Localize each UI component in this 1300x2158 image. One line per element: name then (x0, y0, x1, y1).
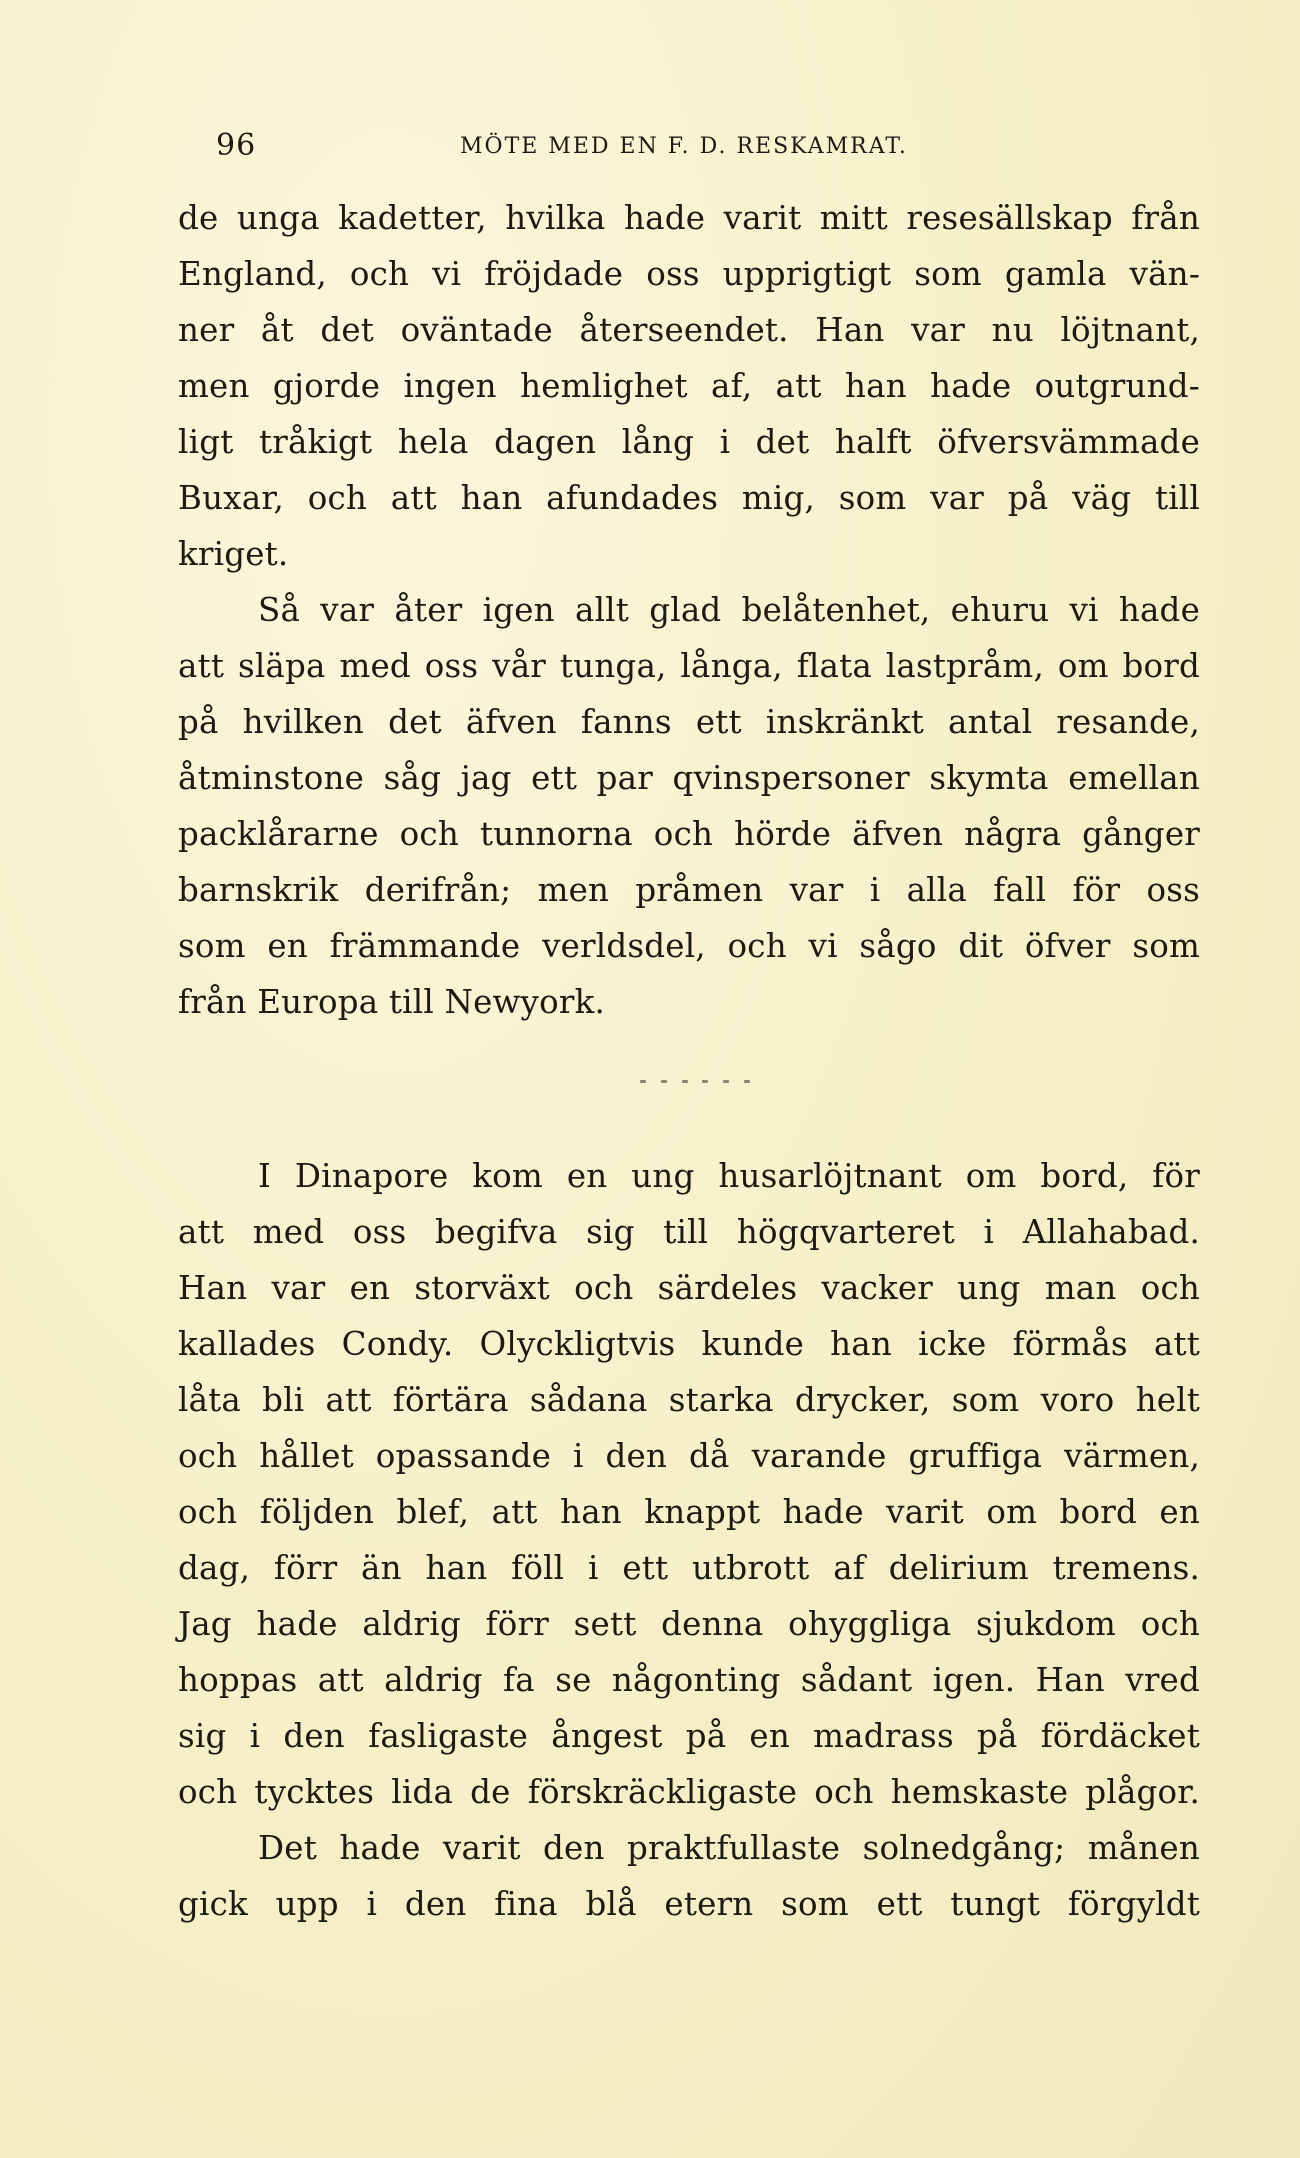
text-line: I Dinapore kom en ung husarlöjtnant om bord, för (258, 1157, 1200, 1195)
text-line: men gjorde ingen hemlighet af, att han hade outgrund- (178, 367, 1200, 405)
text-line: hoppas att aldrig fa se någonting sådant igen. Han vred (178, 1661, 1200, 1699)
text-line: ligt tråkigt hela dagen lång i det halft öfversvämmade (178, 423, 1200, 461)
text-line: gick upp i den fina blå etern som ett tungt förgyldt (178, 1885, 1200, 1923)
text-line: packlårarne och tunnorna och hörde äfven några gånger (178, 815, 1200, 853)
text-line: och följden blef, att han knappt hade varit om bord en (178, 1493, 1200, 1531)
page-number: 96 (216, 128, 257, 163)
text-line: England, och vi fröjdade oss upprigtigt som gamla vän- (178, 255, 1200, 293)
text-line: Så var åter igen allt glad belåtenhet, ehuru vi hade (258, 591, 1200, 629)
text-line: låta bli att förtära sådana starka drycker, som voro helt (178, 1381, 1200, 1419)
section-separator (640, 1080, 750, 1086)
text-line: Buxar, och att han afundades mig, som var på väg till (178, 479, 1200, 517)
text-line: på hvilken det äfven fanns ett inskränkt antal resande, (178, 703, 1200, 741)
text-line: och tycktes lida de förskräckligaste och hemskaste plågor. (178, 1773, 1200, 1811)
text-line: Han var en storväxt och särdeles vacker ung man och (178, 1269, 1200, 1307)
running-title: MÖTE MED EN F. D. RESKAMRAT. (460, 134, 908, 159)
text-line: sig i den fasligaste ångest på en madrass på fördäcket (178, 1717, 1200, 1755)
text-line: barnskrik derifrån; men pråmen var i alla fall för oss (178, 871, 1200, 909)
text-line: som en främmande verldsdel, och vi sågo dit öfver som (178, 927, 1200, 965)
text-line: åtminstone såg jag ett par qvinspersoner skymta emellan (178, 759, 1200, 797)
text-line: Jag hade aldrig förr sett denna ohyggliga sjukdom och (178, 1605, 1200, 1643)
text-line: att med oss begifva sig till högqvarteret i Allahabad. (178, 1213, 1200, 1251)
running-head (178, 128, 1200, 168)
text-line: och hållet opassande i den då varande gruffiga värmen, (178, 1437, 1200, 1475)
text-line: de unga kadetter, hvilka hade varit mitt resesällskap från (178, 199, 1200, 237)
text-line: kallades Condy. Olyckligtvis kunde han icke förmås att (178, 1325, 1200, 1363)
text-line: från Europa till Newyork. (178, 983, 606, 1021)
text-line: dag, förr än han föll i ett utbrott af delirium tremens. (178, 1549, 1200, 1587)
text-line: att släpa med oss vår tunga, långa, flata lastpråm, om bord (178, 647, 1200, 685)
text-line: Det hade varit den praktfullaste solnedgång; månen (258, 1829, 1200, 1867)
text-line: ner åt det oväntade återseendet. Han var nu löjtnant, (178, 311, 1200, 349)
text-line: kriget. (178, 535, 289, 573)
